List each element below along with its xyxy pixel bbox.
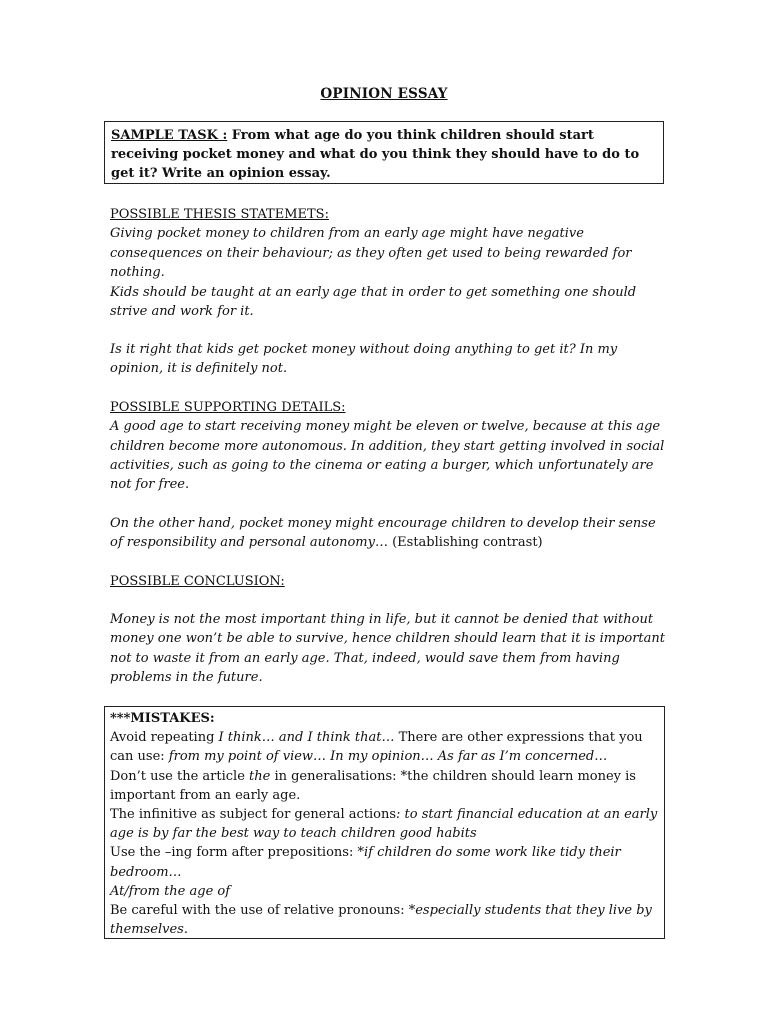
conclusion-text-block <box>110 610 670 687</box>
mistake-6-text-b: *especially students that they live by themselves. <box>110 903 652 938</box>
mistake-item-1 <box>110 728 659 766</box>
conclusion-section <box>110 572 670 591</box>
mistake-4-text-b: *if children do some work like tidy their bedroom… <box>110 845 621 880</box>
supporting-section <box>110 398 670 494</box>
thesis-statement-1: Giving pocket money to children from an early age might have negative consequences on their behaviour; as they often get used to being rewarded for nothing. <box>110 226 632 280</box>
thesis-statement-2: Kids should be taught at an early age that in order to get something one should strive and work for it. <box>110 285 637 320</box>
thesis-statement-3: Is it right that kids get pocket money without doing anything to get it? In my opinion, it is definitely not. <box>110 342 618 377</box>
conclusion-text: Money is not the most important thing in life, but it cannot be denied that without money one won’t be able to survive, hence children should learn that it is important not to waste it from an early age. That, indeed, would save them from having problems in the future. <box>110 612 666 685</box>
supporting-detail-1: A good age to start receiving money might be eleven or twelve, because at this age children become more autonomous. In addition, they start getting involved in social activities, such as going to the cinema or eating a burger, which unfortunately are not for free. <box>110 419 665 493</box>
mistake-6-text-a: Be careful with the use of relative pronouns: <box>110 903 409 919</box>
mistake-4-text-a: Use the –ing form after prepositions: <box>110 845 358 861</box>
supporting-detail-2-text: On the other hand, pocket money might encourage children to develop their sense of responsibility and personal autonomy… <box>110 516 656 551</box>
thesis-section <box>110 205 670 282</box>
page-title: OPINION ESSAY <box>320 86 448 102</box>
sample-task-box <box>104 121 664 184</box>
mistake-item-5: At/from the age of <box>110 883 231 899</box>
thesis-statement-2-block <box>110 283 670 322</box>
mistake-2-text-c: in generalisations: *the children should learn money is important from an early age. <box>110 768 636 803</box>
mistake-1-text-d: from my point of view… In my opinion… As far as I’m concerned… <box>168 749 608 765</box>
mistake-item-2 <box>110 767 659 805</box>
mistake-1-text-a: Avoid repeating <box>110 730 219 746</box>
supporting-detail-2-note: (Establishing contrast) <box>387 535 543 551</box>
mistake-item-6 <box>110 901 659 939</box>
sample-task-label: SAMPLE TASK : <box>111 128 228 143</box>
supporting-detail-2-block <box>110 514 670 553</box>
mistake-item-3 <box>110 805 659 843</box>
mistake-1-text-b: I think… and I think that… <box>218 730 395 746</box>
supporting-heading: POSSIBLE SUPPORTING DETAILS: <box>110 400 346 415</box>
mistake-item-4 <box>110 843 659 881</box>
mistakes-box <box>104 706 665 939</box>
thesis-statement-3-block <box>110 340 670 379</box>
mistake-3-text-b: : to start financial education at an early age is by far the best way to teach children good habits <box>110 807 658 842</box>
mistake-2-text-b: the <box>249 768 271 784</box>
sample-task-text: From what age do you think children should start receiving pocket money and what do you think they should have to do to get it? Write an opinion essay. <box>111 128 640 181</box>
supporting-detail-2 <box>110 514 670 553</box>
mistake-2-text-a: Don’t use the article <box>110 768 250 784</box>
mistake-1-text-c: There are other expressions that you can use: <box>110 730 643 765</box>
mistake-3-text-a: The infinitive as subject for general actions <box>110 807 397 823</box>
conclusion-heading: POSSIBLE CONCLUSION: <box>110 574 285 589</box>
thesis-heading: POSSIBLE THESIS STATEMETS: <box>110 207 329 222</box>
mistakes-title: ***MISTAKES: <box>110 711 215 726</box>
